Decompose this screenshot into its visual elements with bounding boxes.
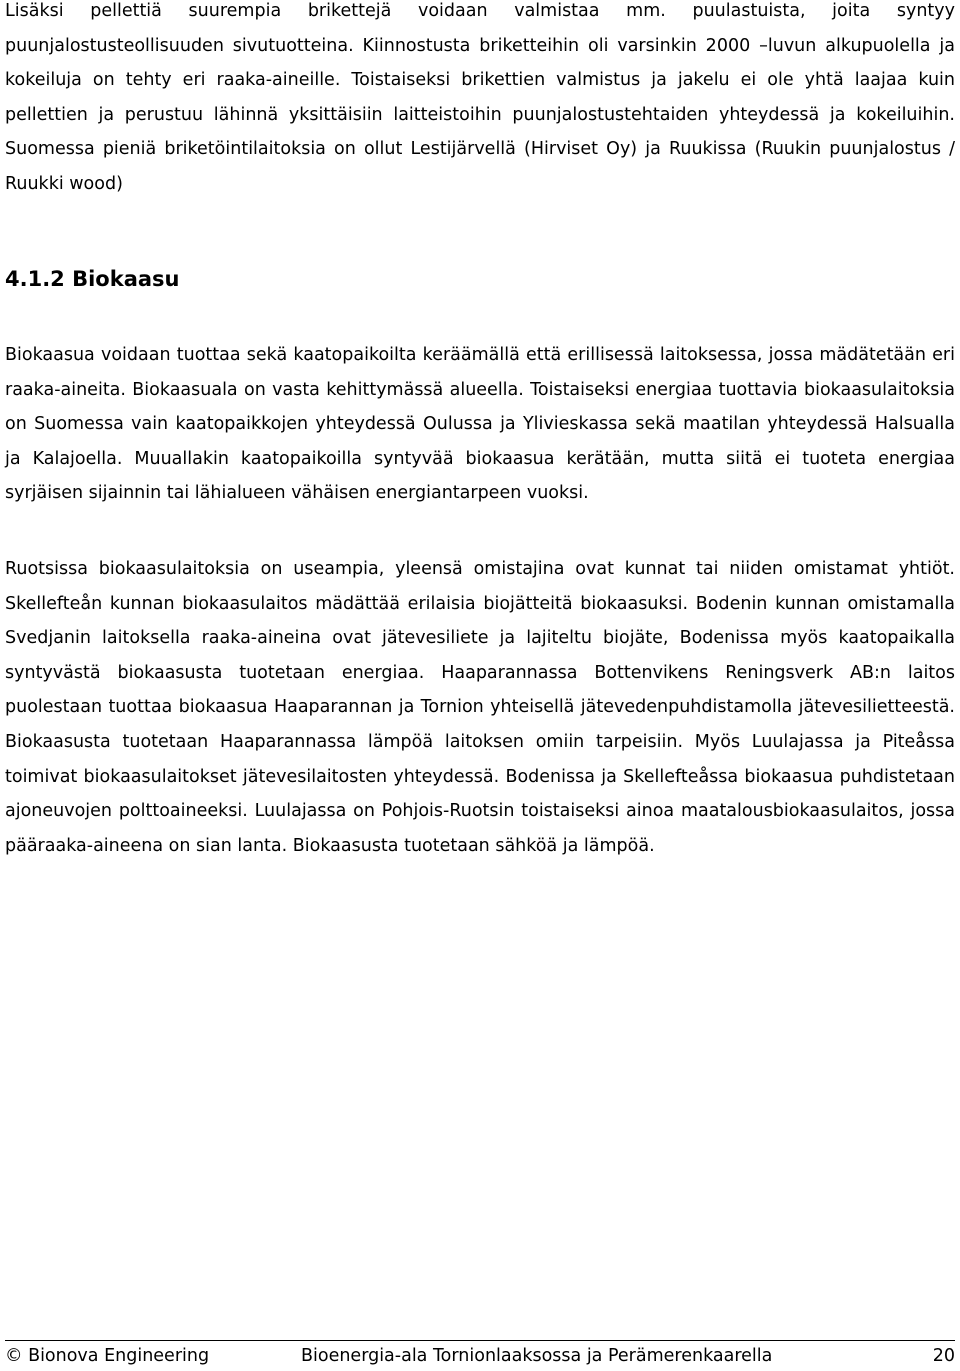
- footer-document-title: Bioenergia-ala Tornionlaaksossa ja Perämerenkaarella: [301, 1346, 773, 1366]
- paragraph-briquettes: Lisäksi pellettiä suurempia brikettejä voidaan valmistaa mm. puulastuista, joita syntyy puunjalostusteollisuuden sivutuotteina. Kiinnostusta briketteihin oli varsinkin 2000 –luvun alkupuolella ja kokeiluja on tehty eri raaka-aineille. Toistaiseksi brikettien valmistus ja jakelu ei ole yhtä laajaa kuin pellettien ja perustuu lähinnä yksittäisiin laitteistoihin puunjalostustehtaiden yhteydessä ja kokeiluihin. Suomessa pieniä briketöintilaitoksia on ollut Lestijärvellä (Hirviset Oy) ja Ruukissa (Ruukin puunjalostus / Ruukki wood): [5, 1, 955, 194]
- footer-copyright: © Bionova Engineering: [5, 1346, 210, 1366]
- page-footer: [5, 1340, 955, 1371]
- paragraph-biogas-sweden: Ruotsissa biokaasulaitoksia on useampia, yleensä omistajina ovat kunnat tai niiden omistamat yhtiöt. Skellefteån kunnan biokaasulaitos mädättää erilaisia biojätteitä biokaasuksi. Bodenin kunnan omistamalla Svedjanin laitoksella raaka-aineina ovat jätevesiliete ja lajiteltu biojäte, Bodenissa myös kaatopaikalla syntyvästä biokaasusta tuotetaan energiaa. Haaparannassa Bottenvikens Reningsverk AB:n laitos puolestaan tuottaa biokaasua Haaparannan ja Tornion yhteisellä jätevedenpuhdistamolla jätevesilietteestä. Biokaasusta tuotetaan Haaparannassa lämpöä laitoksen omiin tarpeisiin. Myös Luulajassa ja Piteåssa toimivat biokaasulaitokset jätevesilaitosten yhteydessä. Bodenissa ja Skellefteåssa biokaasua puhdistetaan ajoneuvojen polttoaineeksi. Luulajassa on Pohjois-Ruotsin toistaiseksi ainoa maatalousbiokaasulaitos, jossa pääraaka-aineena on sian lanta. Biokaasusta tuotetaan sähköä ja lämpöä.: [5, 559, 955, 856]
- section-heading: 4.1.2 Biokaasu: [5, 267, 180, 291]
- paragraph-biogas-finland: Biokaasua voidaan tuottaa sekä kaatopaikoilta keräämällä että erillisessä laitoksessa, jossa mädätetään eri raaka-aineita. Biokaasuala on vasta kehittymässä alueella. Toistaiseksi energiaa tuottavia biokaasulaitoksia on Suomessa vain kaatopaikkojen yhteydessä Oulussa ja Ylivieskassa sekä maatilan yhteydessä Halsualla ja Kalajoella. Muuallakin kaatopaikoilla syntyvää biokaasua kerätään, mutta siitä ei tuoteta energiaa syrjäisen sijainnin tai lähialueen vähäisen energiantarpeen vuoksi.: [5, 345, 955, 504]
- footer-page-number: 20: [932, 1346, 955, 1366]
